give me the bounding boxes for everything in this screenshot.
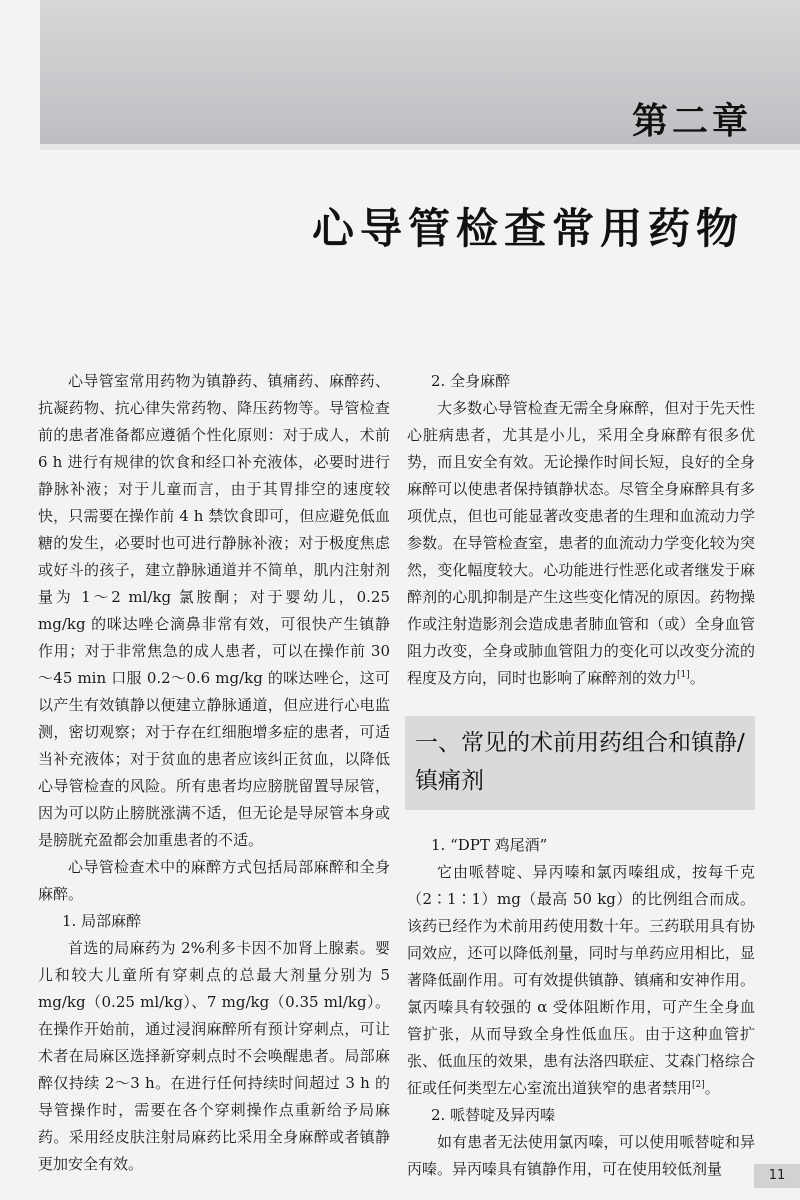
chapter-label: 第二章: [631, 101, 752, 142]
left-column: [38, 368, 390, 1178]
paragraph-end-mark: 。: [689, 669, 705, 687]
paragraph-general-anesthesia: [407, 395, 755, 692]
subheading-general-anesthesia: 2. 全身麻醉: [431, 372, 511, 390]
paragraph-dpt-cocktail: [407, 859, 755, 1102]
paragraph-anesthesia-types: 心导管检查术中的麻醉方式包括局部麻醉和全身麻醉。: [38, 858, 390, 903]
paragraph-local-anesthesia: 首选的局麻药为 2%利多卡因不加肾上腺素。婴儿和较大儿童所有穿刺点的总最大剂量分别为 5 mg/kg（0.25 ml/kg）、7 mg/kg（0.35 ml/kg）。在操作开始前，通过浸润麻醉所有预计穿刺点，可让术者在局麻区选择新穿刺点时不会唤醒患者。局部麻醉仅持续 2～3 h。在进行任何持续时间超过 3 h 的导管操作时，需要在各个穿刺操作点重新给予局麻药。采用经皮肤注射局麻药比采用全身麻醉或者镇静更加安全有效。: [38, 939, 390, 1173]
citation-1: [1]: [677, 670, 690, 680]
section-heading: 一、常见的术前用药组合和镇静/镇痛剂: [405, 716, 755, 810]
subheading-pethidine-promethazine: 2. 哌替啶及异丙嗪: [431, 1106, 556, 1124]
paragraph-intro: 心导管室常用药物为镇静药、镇痛药、麻醉药、抗凝药物、抗心律失常药物、降压药物等。导管检查前的患者准备都应遵循个性化原则：对于成人，术前 6 h 进行有规律的饮食和经口补充液体，必要时进行静脉补液；对于儿童而言，由于其胃排空的速度较快，只需要在操作前 4 h 禁饮食即可，但应避免低血糖的发生，必要时也可进行静脉补液；对于极度焦虑或好斗的孩子，建立静脉通道并不简单，肌内注射剂量为 1～2 ml/kg 氯胺酮；对于婴幼儿，0.25 mg/kg 的咪达唑仑滴鼻非常有效，可很快产生镇静作用；对于非常焦急的成人患者，可以在操作前 30～45 min 口服 0.2～0.6 mg/kg 的咪达唑仑，这可以产生有效镇静以便建立静脉通道，但应进行心电监测，密切观察；对于存在红细胞增多症的患者，可适当补充液体；对于贫血的患者应该纠正贫血，以降低心导管检查的风险。所有患者均应膀胱留置导尿管，因为可以防止膀胱涨满不适，但无论是导尿管本身或是膀胱充盈都会加重患者的不适。: [38, 372, 390, 849]
chapter-title: 心导管检查常用药物: [311, 204, 744, 253]
subheading-local-anesthesia: 1. 局部麻醉: [62, 912, 142, 930]
citation-2: [2]: [692, 1080, 705, 1090]
page-number: 11: [754, 1164, 800, 1188]
paragraph-pethidine-promethazine: 如有患者无法使用氯丙嗪，可以使用哌替啶和异丙嗪。异丙嗪具有镇静作用，可在使用较低剂量: [407, 1133, 755, 1178]
subheading-dpt-cocktail: 1. “DPT 鸡尾酒”: [431, 836, 548, 854]
paragraph-end-mark: 。: [704, 1079, 720, 1097]
right-column: [407, 368, 755, 1183]
paragraph-general-anesthesia-text: 大多数心导管检查无需全身麻醉，但对于先天性心脏病患者，尤其是小儿，采用全身麻醉有很多优势，而且安全有效。无论操作时间长短，良好的全身麻醉可以使患者保持镇静状态。尽管全身麻醉具有多项优点，但也可能显著改变患者的生理和血流动力学参数。在导管检查室，患者的血流动力学变化较为突然，变化幅度较大。心功能进行性恶化或者继发于麻醉剂的心肌抑制是产生这些变化情况的原因。药物操作或注射造影剂会造成患者肺血管和（或）全身血管阻力改变，全身或肺血管阻力的变化可以改变分流的程度及方向，同时也影响了麻醉剂的效力: [407, 399, 755, 687]
paragraph-dpt-cocktail-text: 它由哌替啶、异丙嗪和氯丙嗪组成，按每千克（2∶1∶1）mg（最高 50 kg）的比例组合而成。该药已经作为术前用药使用数十年。三药联用具有协同效应，还可以降低剂量，同时与单药应用相比，显著降低副作用。可有效提供镇静、镇痛和安神作用。氯丙嗪具有较强的 α 受体阻断作用，可产生全身血管扩张，从而导致全身性低血压。由于这种血管扩张、低血压的效果，患有法洛四联症、艾森门格综合征或任何类型左心室流出道狭窄的患者禁用: [407, 863, 755, 1097]
